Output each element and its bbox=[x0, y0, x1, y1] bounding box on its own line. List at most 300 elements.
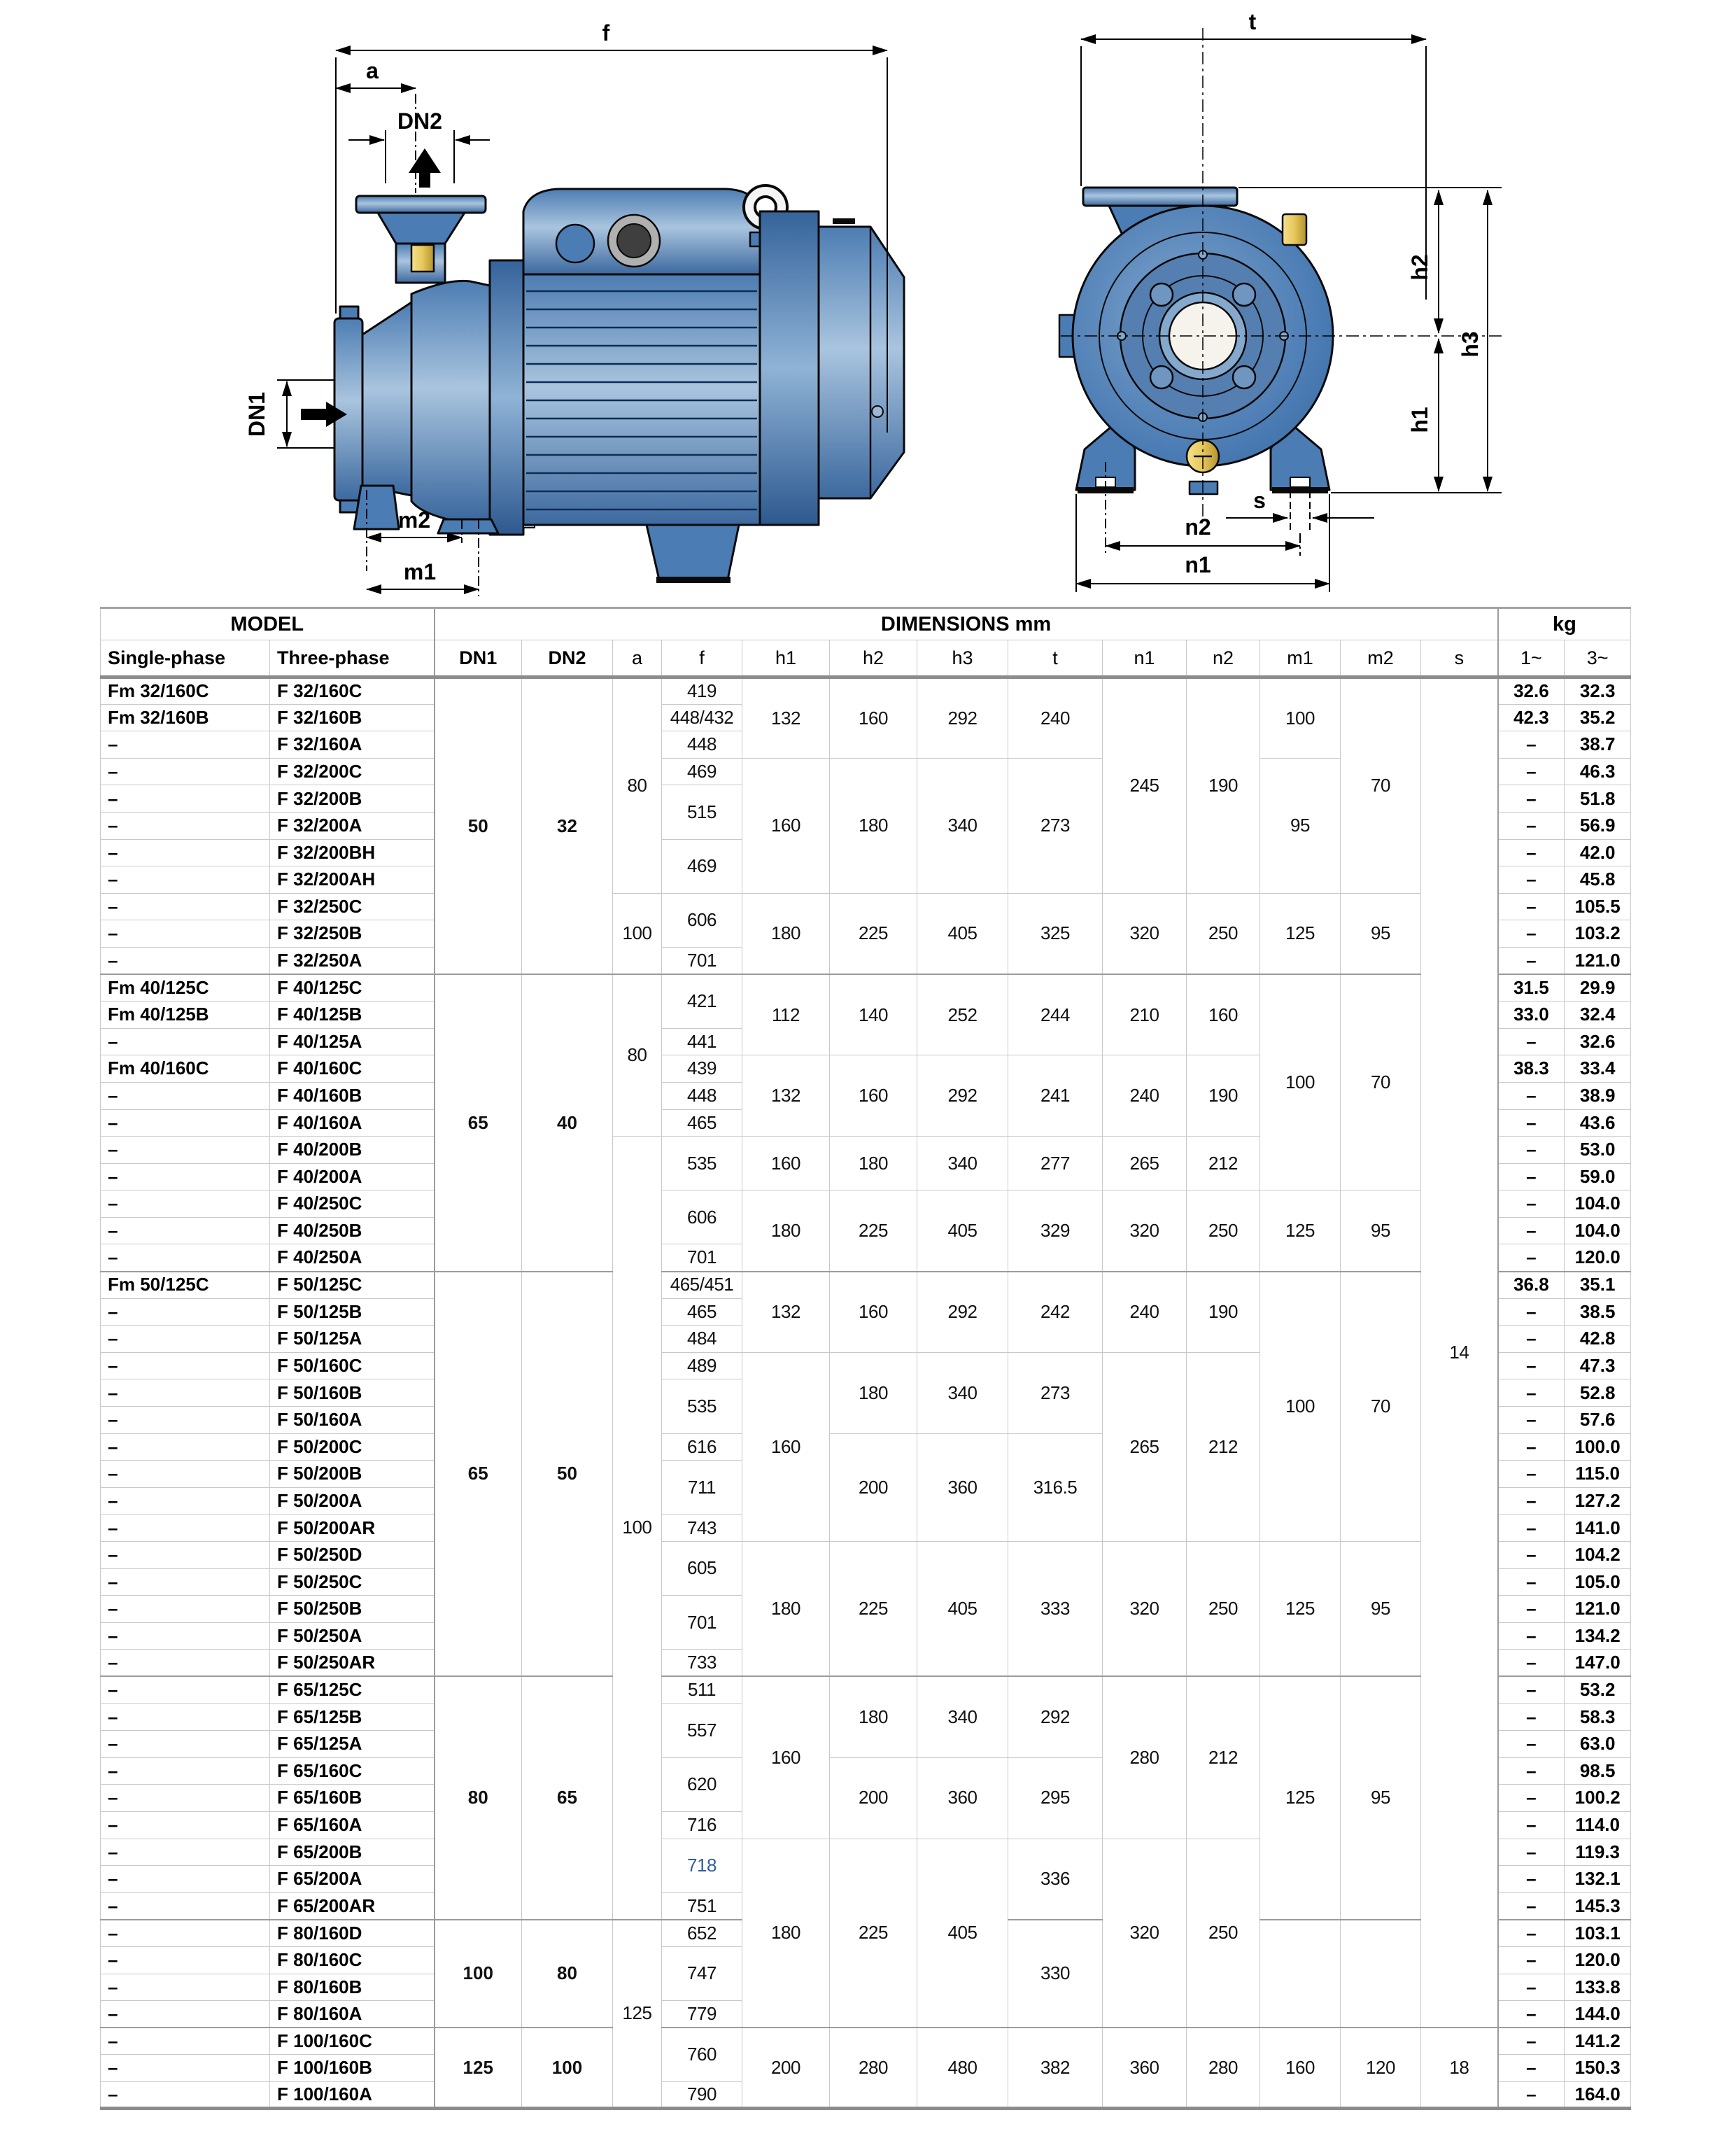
model-three-phase: F 50/125C bbox=[270, 1272, 435, 1299]
dimension-cell bbox=[1341, 1920, 1421, 2028]
column-header: Three-phase bbox=[270, 640, 435, 677]
weight-single-phase: – bbox=[1498, 1703, 1565, 1731]
model-three-phase: F 50/125B bbox=[270, 1298, 435, 1326]
model-single-phase: – bbox=[101, 1515, 270, 1542]
dimension-cell: 515 bbox=[662, 785, 742, 839]
weight-single-phase: – bbox=[1498, 785, 1565, 813]
table-row bbox=[101, 974, 1631, 1002]
model-single-phase: – bbox=[101, 1622, 270, 1650]
model-single-phase: – bbox=[101, 1703, 270, 1731]
dimension-cell: 606 bbox=[662, 1190, 742, 1244]
model-three-phase: F 100/160A bbox=[270, 2081, 435, 2109]
dimension-cell: 747 bbox=[662, 1946, 742, 2000]
dimension-cell: 100 bbox=[1260, 677, 1341, 759]
model-single-phase: – bbox=[101, 866, 270, 894]
weight-three-phase: 103.1 bbox=[1565, 1920, 1631, 1947]
model-three-phase: F 65/125A bbox=[270, 1731, 435, 1758]
model-single-phase: – bbox=[101, 1461, 270, 1488]
weight-single-phase: – bbox=[1498, 1839, 1565, 1866]
dimension-cell: 277 bbox=[1008, 1137, 1103, 1190]
column-header: t bbox=[1008, 640, 1103, 677]
dimension-cell: 535 bbox=[662, 1137, 742, 1190]
dimension-cell: 273 bbox=[1008, 758, 1103, 893]
dimension-cell: 160 bbox=[830, 677, 917, 759]
weight-three-phase: 133.8 bbox=[1565, 1974, 1631, 2001]
pump-side-view-drawing bbox=[244, 20, 904, 596]
weight-three-phase: 150.3 bbox=[1565, 2055, 1631, 2082]
model-three-phase: F 50/160A bbox=[270, 1407, 435, 1434]
model-three-phase: F 32/200A bbox=[270, 812, 435, 839]
weight-three-phase: 38.5 bbox=[1565, 1298, 1631, 1326]
dimension-cell: 80 bbox=[435, 1676, 522, 1919]
weight-three-phase: 32.6 bbox=[1565, 1028, 1631, 1055]
dimension-cell: 480 bbox=[917, 2028, 1008, 2109]
model-three-phase: F 32/160C bbox=[270, 677, 435, 705]
model-three-phase: F 80/160A bbox=[270, 2001, 435, 2028]
dimension-cell: 140 bbox=[830, 974, 917, 1055]
weight-three-phase: 119.3 bbox=[1565, 1839, 1631, 1866]
model-three-phase: F 65/160A bbox=[270, 1811, 435, 1839]
dimension-cell: 240 bbox=[1103, 1055, 1187, 1137]
model-single-phase: – bbox=[101, 1974, 270, 2001]
dimension-cell: 200 bbox=[830, 1433, 917, 1541]
weight-three-phase: 46.3 bbox=[1565, 758, 1631, 785]
column-header: h1 bbox=[742, 640, 830, 677]
dimension-cell: 70 bbox=[1341, 974, 1421, 1190]
dimension-cell: 180 bbox=[830, 1137, 917, 1190]
weight-three-phase: 47.3 bbox=[1565, 1352, 1631, 1379]
weight-three-phase: 121.0 bbox=[1565, 947, 1631, 974]
dimension-cell: 273 bbox=[1008, 1352, 1103, 1433]
model-single-phase: – bbox=[101, 1650, 270, 1677]
dimension-cell: 160 bbox=[830, 1272, 917, 1353]
weight-three-phase: 104.0 bbox=[1565, 1190, 1631, 1218]
dimension-cell: 330 bbox=[1008, 1920, 1103, 2028]
model-three-phase: F 80/160B bbox=[270, 1974, 435, 2001]
weight-three-phase: 103.2 bbox=[1565, 920, 1631, 948]
dimension-cell: 320 bbox=[1103, 893, 1187, 974]
weight-single-phase: – bbox=[1498, 1163, 1565, 1190]
weight-three-phase: 32.3 bbox=[1565, 677, 1631, 705]
weight-single-phase: – bbox=[1498, 1407, 1565, 1434]
dimension-cell: 100 bbox=[1260, 974, 1341, 1190]
weight-single-phase: – bbox=[1498, 1920, 1565, 1947]
weight-three-phase: 29.9 bbox=[1565, 974, 1631, 1002]
weight-single-phase: – bbox=[1498, 1461, 1565, 1488]
model-single-phase: – bbox=[101, 947, 270, 974]
model-single-phase: – bbox=[101, 1407, 270, 1434]
model-three-phase: F 32/200AH bbox=[270, 866, 435, 894]
column-header: 1~ bbox=[1498, 640, 1565, 677]
dimension-cell: 465 bbox=[662, 1298, 742, 1326]
weight-three-phase: 100.2 bbox=[1565, 1785, 1631, 1812]
dimension-cell: 100 bbox=[435, 1920, 522, 2028]
weight-single-phase: – bbox=[1498, 1650, 1565, 1677]
group-header: DIMENSIONS mm bbox=[435, 608, 1498, 640]
dimension-cell: 65 bbox=[435, 1272, 522, 1677]
dimension-cell: 292 bbox=[1008, 1676, 1103, 1757]
weight-single-phase: – bbox=[1498, 1109, 1565, 1137]
weight-three-phase: 121.0 bbox=[1565, 1596, 1631, 1623]
table-row bbox=[101, 1542, 1631, 1569]
dim-label-a: a bbox=[366, 58, 379, 83]
weight-single-phase: – bbox=[1498, 1190, 1565, 1218]
dimension-cell: 242 bbox=[1008, 1272, 1103, 1353]
weight-single-phase: – bbox=[1498, 2081, 1565, 2109]
dimension-cell: 125 bbox=[1260, 1676, 1341, 1919]
weight-three-phase: 33.4 bbox=[1565, 1055, 1631, 1083]
dimension-cell: 252 bbox=[917, 974, 1008, 1055]
weight-single-phase: – bbox=[1498, 920, 1565, 948]
weight-single-phase: – bbox=[1498, 1596, 1565, 1623]
dimension-cell: 320 bbox=[1103, 1190, 1187, 1272]
weight-three-phase: 147.0 bbox=[1565, 1650, 1631, 1677]
weight-three-phase: 164.0 bbox=[1565, 2081, 1631, 2109]
weight-three-phase: 45.8 bbox=[1565, 866, 1631, 894]
dimension-cell: 210 bbox=[1103, 974, 1187, 1055]
table-row bbox=[101, 2028, 1631, 2055]
dimension-cell: 250 bbox=[1187, 1542, 1260, 1677]
column-header: h2 bbox=[830, 640, 917, 677]
dimension-cell: 340 bbox=[917, 1352, 1008, 1433]
dimension-cell: 125 bbox=[1260, 1542, 1341, 1677]
model-three-phase: F 65/160C bbox=[270, 1757, 435, 1785]
dimension-cell: 180 bbox=[830, 758, 917, 893]
dimension-cell: 125 bbox=[1260, 893, 1341, 974]
dimension-cell: 469 bbox=[662, 839, 742, 893]
model-three-phase: F 65/200A bbox=[270, 1866, 435, 1893]
dimension-cell: 160 bbox=[742, 1676, 830, 1839]
dimension-cell: 448 bbox=[662, 1082, 742, 1109]
weight-single-phase: – bbox=[1498, 1082, 1565, 1109]
model-single-phase: – bbox=[101, 1379, 270, 1407]
dimension-cell: 180 bbox=[742, 1839, 830, 2028]
model-three-phase: F 50/250B bbox=[270, 1596, 435, 1623]
model-single-phase: – bbox=[101, 1190, 270, 1218]
model-single-phase: – bbox=[101, 731, 270, 759]
dim-label-h2: h2 bbox=[1407, 254, 1432, 281]
weight-single-phase: – bbox=[1498, 1757, 1565, 1785]
model-three-phase: F 50/200B bbox=[270, 1461, 435, 1488]
model-three-phase: F 50/250A bbox=[270, 1622, 435, 1650]
dimension-cell: 80 bbox=[522, 1920, 613, 2028]
model-single-phase: – bbox=[101, 1731, 270, 1758]
model-single-phase: – bbox=[101, 2001, 270, 2028]
dim-label-s: s bbox=[1253, 488, 1266, 513]
model-single-phase: – bbox=[101, 1217, 270, 1244]
dimension-cell: 250 bbox=[1187, 1839, 1260, 2028]
model-three-phase: F 65/200B bbox=[270, 1839, 435, 1866]
weight-three-phase: 43.6 bbox=[1565, 1109, 1631, 1137]
dimension-cell: 70 bbox=[1341, 1272, 1421, 1542]
dimension-cell: 18 bbox=[1421, 2028, 1498, 2109]
weight-three-phase: 132.1 bbox=[1565, 1866, 1631, 1893]
column-header: m1 bbox=[1260, 640, 1341, 677]
weight-three-phase: 38.9 bbox=[1565, 1082, 1631, 1109]
model-single-phase: – bbox=[101, 893, 270, 920]
model-single-phase: – bbox=[101, 1163, 270, 1190]
model-three-phase: F 80/160D bbox=[270, 1920, 435, 1947]
table-row bbox=[101, 893, 1631, 920]
dimension-cell: 292 bbox=[917, 677, 1008, 759]
weight-three-phase: 120.0 bbox=[1565, 1946, 1631, 1974]
dimension-cell: 320 bbox=[1103, 1542, 1187, 1677]
dimension-cell: 240 bbox=[1103, 1272, 1187, 1353]
weight-single-phase: 42.3 bbox=[1498, 704, 1565, 731]
weight-single-phase: – bbox=[1498, 1974, 1565, 2001]
dimension-cell: 241 bbox=[1008, 1055, 1103, 1137]
weight-single-phase: – bbox=[1498, 2055, 1565, 2082]
dimension-cell: 95 bbox=[1341, 1190, 1421, 1272]
weight-three-phase: 57.6 bbox=[1565, 1407, 1631, 1434]
column-header: n1 bbox=[1103, 640, 1187, 677]
model-single-phase: – bbox=[101, 839, 270, 866]
dimension-cell: 382 bbox=[1008, 2028, 1103, 2109]
weight-single-phase: – bbox=[1498, 731, 1565, 759]
weight-three-phase: 134.2 bbox=[1565, 1622, 1631, 1650]
dim-label-t: t bbox=[1248, 9, 1257, 34]
dimension-cell: 190 bbox=[1187, 677, 1260, 894]
weight-single-phase: – bbox=[1498, 1866, 1565, 1893]
dimension-cell: 733 bbox=[662, 1650, 742, 1677]
dimension-cell: 421 bbox=[662, 974, 742, 1028]
model-three-phase: F 40/160B bbox=[270, 1082, 435, 1109]
model-single-phase: – bbox=[101, 1839, 270, 1866]
column-header: 3~ bbox=[1565, 640, 1631, 677]
dimension-cell: 605 bbox=[662, 1542, 742, 1596]
dim-label-h1: h1 bbox=[1407, 407, 1432, 433]
model-single-phase: – bbox=[101, 1866, 270, 1893]
dimension-cell: 32 bbox=[522, 677, 613, 975]
dimension-cell: 701 bbox=[662, 1244, 742, 1272]
weight-three-phase: 100.0 bbox=[1565, 1433, 1631, 1461]
group-header: MODEL bbox=[101, 608, 435, 640]
dimension-cell: 125 bbox=[613, 1920, 662, 2109]
dimension-cell: 336 bbox=[1008, 1839, 1103, 1920]
dimension-cell: 50 bbox=[522, 1272, 613, 1677]
model-three-phase: F 50/200A bbox=[270, 1487, 435, 1515]
model-single-phase: – bbox=[101, 2081, 270, 2109]
weight-three-phase: 35.2 bbox=[1565, 704, 1631, 731]
dimension-cell: 180 bbox=[742, 893, 830, 974]
model-single-phase: – bbox=[101, 1326, 270, 1353]
model-single-phase: – bbox=[101, 1542, 270, 1569]
weight-single-phase: – bbox=[1498, 2028, 1565, 2055]
model-three-phase: F 100/160B bbox=[270, 2055, 435, 2082]
weight-single-phase: – bbox=[1498, 758, 1565, 785]
dimension-cell: 405 bbox=[917, 1190, 1008, 1272]
dimension-cell: 718 bbox=[662, 1839, 742, 1892]
model-single-phase: – bbox=[101, 1892, 270, 1920]
model-single-phase: Fm 40/160C bbox=[101, 1055, 270, 1083]
weight-three-phase: 58.3 bbox=[1565, 1703, 1631, 1731]
weight-single-phase: – bbox=[1498, 1352, 1565, 1379]
model-single-phase: – bbox=[101, 812, 270, 839]
dimension-cell: 360 bbox=[917, 1433, 1008, 1541]
dimension-cell: 95 bbox=[1260, 758, 1341, 893]
model-three-phase: F 32/200B bbox=[270, 785, 435, 813]
weight-single-phase: 36.8 bbox=[1498, 1272, 1565, 1299]
weight-three-phase: 141.0 bbox=[1565, 1515, 1631, 1542]
weight-single-phase: 33.0 bbox=[1498, 1002, 1565, 1029]
dimension-cell: 200 bbox=[830, 1757, 917, 1839]
weight-three-phase: 141.2 bbox=[1565, 2028, 1631, 2055]
model-single-phase: – bbox=[101, 1946, 270, 1974]
dimension-cell: 320 bbox=[1103, 1839, 1187, 2028]
dimension-cell: 790 bbox=[662, 2081, 742, 2109]
dimension-cell: 448/432 bbox=[662, 704, 742, 731]
dimension-cell: 100 bbox=[522, 2028, 613, 2109]
dimension-cell: 244 bbox=[1008, 974, 1103, 1055]
model-three-phase: F 50/160C bbox=[270, 1352, 435, 1379]
dimension-cell: 280 bbox=[830, 2028, 917, 2109]
weight-three-phase: 115.0 bbox=[1565, 1461, 1631, 1488]
dimension-cell: 250 bbox=[1187, 893, 1260, 974]
dimension-cell: 511 bbox=[662, 1676, 742, 1703]
weight-single-phase: – bbox=[1498, 1811, 1565, 1839]
dimension-cell: 292 bbox=[917, 1055, 1008, 1137]
dimension-cell: 716 bbox=[662, 1811, 742, 1839]
model-three-phase: F 100/160C bbox=[270, 2028, 435, 2055]
dimension-cell: 80 bbox=[613, 677, 662, 894]
dimension-cell: 70 bbox=[1341, 677, 1421, 894]
model-three-phase: F 80/160C bbox=[270, 1946, 435, 1974]
dimension-cell: 125 bbox=[435, 2028, 522, 2109]
weight-single-phase: – bbox=[1498, 1785, 1565, 1812]
model-single-phase: – bbox=[101, 1487, 270, 1515]
model-three-phase: F 40/125C bbox=[270, 974, 435, 1002]
dim-label-f: f bbox=[602, 20, 610, 45]
model-single-phase: – bbox=[101, 1298, 270, 1326]
dimension-cell: 405 bbox=[917, 893, 1008, 974]
model-three-phase: F 50/200AR bbox=[270, 1515, 435, 1542]
weight-three-phase: 104.0 bbox=[1565, 1217, 1631, 1244]
dimension-cell: 132 bbox=[742, 1272, 830, 1353]
model-three-phase: F 50/250C bbox=[270, 1568, 435, 1596]
model-three-phase: F 32/200BH bbox=[270, 839, 435, 866]
model-single-phase: – bbox=[101, 1676, 270, 1703]
weight-three-phase: 59.0 bbox=[1565, 1163, 1631, 1190]
weight-three-phase: 127.2 bbox=[1565, 1487, 1631, 1515]
dimension-cell: 132 bbox=[742, 1055, 830, 1137]
model-three-phase: F 40/250C bbox=[270, 1190, 435, 1218]
model-three-phase: F 32/160B bbox=[270, 704, 435, 731]
dimension-cell: 160 bbox=[1260, 2028, 1341, 2109]
pump-drawings bbox=[0, 0, 1736, 605]
pump-front-view-drawing bbox=[1059, 9, 1504, 592]
dimension-cell: 112 bbox=[742, 974, 830, 1055]
dimension-cell: 360 bbox=[1103, 2028, 1187, 2109]
weight-single-phase: – bbox=[1498, 866, 1565, 894]
weight-single-phase: 38.3 bbox=[1498, 1055, 1565, 1083]
group-header: kg bbox=[1498, 608, 1631, 640]
table-body bbox=[101, 677, 1631, 2109]
dimension-cell: 760 bbox=[662, 2028, 742, 2081]
dim-label-h3: h3 bbox=[1458, 331, 1483, 358]
dimension-cell: 240 bbox=[1008, 677, 1103, 759]
dimension-cell: 701 bbox=[662, 1596, 742, 1650]
dimension-cell: 535 bbox=[662, 1379, 742, 1433]
dimension-cell: 50 bbox=[435, 677, 522, 975]
dim-label-dn1: DN1 bbox=[244, 391, 269, 437]
dimension-cell: 180 bbox=[742, 1542, 830, 1677]
model-three-phase: F 65/200AR bbox=[270, 1892, 435, 1920]
weight-single-phase: – bbox=[1498, 1731, 1565, 1758]
weight-single-phase: – bbox=[1498, 893, 1565, 920]
dimension-cell: 132 bbox=[742, 677, 830, 759]
dimension-cell: 160 bbox=[830, 1055, 917, 1137]
dimension-cell: 701 bbox=[662, 947, 742, 974]
model-three-phase: F 32/250B bbox=[270, 920, 435, 948]
table-header bbox=[101, 608, 1631, 677]
dimension-cell: 160 bbox=[742, 1352, 830, 1541]
weight-three-phase: 63.0 bbox=[1565, 1731, 1631, 1758]
weight-single-phase: 31.5 bbox=[1498, 974, 1565, 1002]
model-three-phase: F 50/250AR bbox=[270, 1650, 435, 1677]
model-three-phase: F 40/200B bbox=[270, 1137, 435, 1164]
weight-single-phase: – bbox=[1498, 1892, 1565, 1920]
dimension-cell: 180 bbox=[742, 1190, 830, 1272]
model-single-phase: – bbox=[101, 920, 270, 948]
weight-single-phase: – bbox=[1498, 1244, 1565, 1272]
weight-three-phase: 32.4 bbox=[1565, 1002, 1631, 1029]
model-single-phase: – bbox=[101, 1433, 270, 1461]
dimension-cell: 557 bbox=[662, 1703, 742, 1757]
weight-three-phase: 56.9 bbox=[1565, 812, 1631, 839]
model-single-phase: Fm 32/160C bbox=[101, 677, 270, 705]
dimension-cell: 489 bbox=[662, 1352, 742, 1379]
dimension-cell: 100 bbox=[1260, 1272, 1341, 1542]
dimension-cell: 160 bbox=[1187, 974, 1260, 1055]
dimension-cell: 250 bbox=[1187, 1190, 1260, 1272]
dimension-cell: 419 bbox=[662, 677, 742, 705]
column-header: f bbox=[662, 640, 742, 677]
model-single-phase: – bbox=[101, 1757, 270, 1785]
dimension-cell: 225 bbox=[830, 1839, 917, 2028]
dimension-cell: 779 bbox=[662, 2001, 742, 2028]
model-three-phase: F 40/125B bbox=[270, 1002, 435, 1029]
table-row bbox=[101, 1190, 1631, 1218]
weight-single-phase: – bbox=[1498, 2001, 1565, 2028]
dim-label-m2: m2 bbox=[397, 507, 431, 533]
dimension-cell: 100 bbox=[613, 1137, 662, 1920]
weight-three-phase: 145.3 bbox=[1565, 1892, 1631, 1920]
dimension-cell: 465/451 bbox=[662, 1272, 742, 1299]
dimension-cell: 329 bbox=[1008, 1190, 1103, 1272]
column-header: DN2 bbox=[522, 640, 613, 677]
weight-single-phase: – bbox=[1498, 1622, 1565, 1650]
dimension-cell: 292 bbox=[917, 1272, 1008, 1353]
dimension-cell: 125 bbox=[1260, 1190, 1341, 1272]
model-three-phase: F 50/200C bbox=[270, 1433, 435, 1461]
weight-single-phase: – bbox=[1498, 812, 1565, 839]
model-three-phase: F 40/160C bbox=[270, 1055, 435, 1083]
dimension-cell: 405 bbox=[917, 1542, 1008, 1677]
table-row bbox=[101, 677, 1631, 705]
model-single-phase: Fm 40/125C bbox=[101, 974, 270, 1002]
column-header: m2 bbox=[1341, 640, 1421, 677]
model-single-phase: Fm 40/125B bbox=[101, 1002, 270, 1029]
model-three-phase: F 40/125A bbox=[270, 1028, 435, 1055]
weight-single-phase: – bbox=[1498, 1433, 1565, 1461]
dimension-cell: 95 bbox=[1341, 893, 1421, 974]
model-three-phase: F 65/160B bbox=[270, 1785, 435, 1812]
model-single-phase: – bbox=[101, 1785, 270, 1812]
model-three-phase: F 50/160B bbox=[270, 1379, 435, 1407]
weight-three-phase: 105.5 bbox=[1565, 893, 1631, 920]
dimension-cell: 439 bbox=[662, 1055, 742, 1083]
flow-arrow-out-icon bbox=[409, 148, 441, 188]
